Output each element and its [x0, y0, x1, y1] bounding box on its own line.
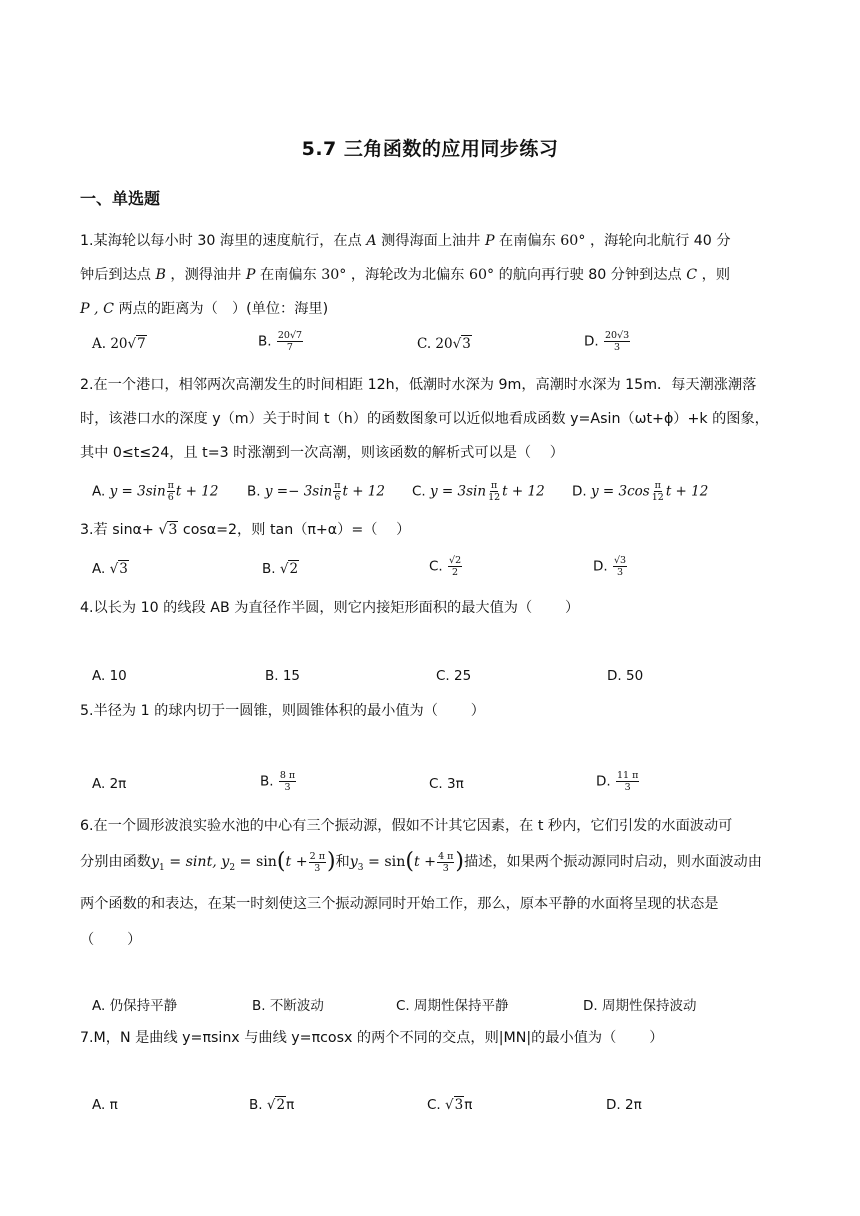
q4-option-b[interactable]: B. 15 [265, 668, 301, 684]
q6-option-a[interactable]: A. 仍保持平静 [92, 998, 178, 1014]
q1-option-d[interactable]: D. $\frac{20√3}{3}$ [584, 330, 630, 353]
question-2 [80, 368, 780, 470]
q4-option-a[interactable]: A. 10 [92, 668, 127, 684]
question-1 [80, 224, 780, 326]
q3-option-d[interactable]: D. $\frac{√3}{3}$ [593, 555, 627, 578]
q7-line-1: 7.M，N 是曲线 y=πsinx 与曲线 y=πcosx 的两个不同的交点，则|MN|的最小值为（ ） [80, 1030, 664, 1046]
q5-option-c[interactable]: C. 3π [429, 776, 464, 792]
q5-option-b[interactable]: B. $\frac{8 \pi}{3}$ [260, 770, 296, 793]
q6-option-d[interactable]: D. 周期性保持波动 [583, 998, 697, 1014]
section-heading: 一、单选题 [80, 189, 161, 208]
q7-option-a[interactable]: A. π [92, 1097, 118, 1113]
q2-line-1: 2.在一个港口，相邻两次高潮发生的时间相距 12h，低潮时水深为 9m，高潮时水深为 15m．每天潮涨潮落 [80, 377, 757, 393]
q3-option-c[interactable]: C. $\frac{√2}{2}$ [429, 555, 462, 578]
q7-option-d[interactable]: D. 2π [606, 1097, 642, 1113]
question-5 [80, 694, 780, 728]
q2-option-b[interactable]: B. y =− 3sin $\frac{\pi}{6}$ t + 12 [247, 480, 385, 503]
q1-line-3: P , C 两点的距离为（ ）(单位：海里) [80, 301, 329, 317]
q7-option-c[interactable]: C. √3π [427, 1097, 473, 1113]
q6-option-c[interactable]: C. 周期性保持平静 [396, 998, 509, 1014]
q5-line-1: 5.半径为 1 的球内切于一圆锥，则圆锥体积的最小值为（ ） [80, 703, 485, 719]
q6-option-b[interactable]: B. 不断波动 [252, 998, 324, 1014]
question-7 [80, 1021, 780, 1055]
question-4 [80, 591, 780, 625]
q4-option-c[interactable]: C. 25 [436, 668, 472, 684]
q3-option-a[interactable]: A. √3 [92, 561, 128, 577]
q1-option-a[interactable]: A. 20√7 [92, 336, 146, 352]
q7-option-b[interactable]: B. √2π [249, 1097, 295, 1113]
q1-line-1: 1.某海轮以每小时 30 海里的速度航行，在点 A 测得海面上油井 P 在南偏东 60° ，海轮向北航行 40 分 [80, 233, 731, 249]
q2-line-2: 时，该港口水的深度 y（m）关于时间 t（h）的函数图象可以近似地看成函数 y=Asin（ωt+ϕ）+k 的图象， [80, 411, 769, 427]
q2-option-a[interactable]: A. y = 3sin $\frac{\pi}{6}$ t + 12 [92, 480, 219, 503]
q2-line-3: 其中 0≤t≤24，且 t=3 时涨潮到一次高潮，则该函数的解析式可以是（ ） [80, 445, 564, 461]
q1-option-c[interactable]: C. 20√3 [417, 336, 471, 352]
question-6 [80, 808, 780, 958]
q6-line-3: 两个函数的和表达，在某一时刻使这三个振动源同时开始工作，那么，原本平静的水面将呈现的状态是 [80, 895, 719, 912]
page-title: 5.7 三角函数的应用同步练习 [301, 138, 559, 160]
q4-line-1: 4.以长为 10 的线段 AB 为直径作半圆，则它内接矩形面积的最大值为（ ） [80, 600, 580, 616]
q5-option-a[interactable]: A. 2π [92, 776, 127, 792]
q2-option-c[interactable]: C. y = 3sin $\frac{\pi}{12}$ t + 12 [412, 480, 545, 503]
question-3 [80, 513, 780, 547]
q2-option-d[interactable]: D. y = 3cos $\frac{\pi}{12}$ t + 12 [572, 480, 709, 503]
q5-option-d[interactable]: D. $\frac{11 \pi}{3}$ [596, 770, 639, 793]
q6-line-2: 分别由函数$y_1 = \sin t$, $y_2 = \sin(t$ + $\frac{2 \pi}{3}$ )和$y_3 = \sin(t$ + $\frac{4 \pi}{3}$ )描述，如果两个振动源同时启动，则水面波动由 [80, 849, 762, 874]
q6-line-1: 6.在一个圆形波浪实验水池的中心有三个振动源，假如不计其它因素，在 t 秒内，它们引发的水面波动可 [80, 818, 733, 834]
q1-line-2: 钟后到达点 B ，测得油井 P 在南偏东 30° ，海轮改为北偏东 60° 的航向再行驶 80 分钟到达点 C ，则 [80, 267, 731, 283]
q3-line-1: 3.若 sinα+ √3 cosα=2，则 tan（π+α）=（ ） [80, 522, 411, 538]
q3-option-b[interactable]: B. √2 [262, 561, 299, 577]
q4-option-d[interactable]: D. 50 [607, 668, 644, 684]
q1-option-b[interactable]: B. $\frac{20√7}{7}$ [258, 330, 303, 353]
q6-line-4: （ ） [80, 931, 142, 948]
